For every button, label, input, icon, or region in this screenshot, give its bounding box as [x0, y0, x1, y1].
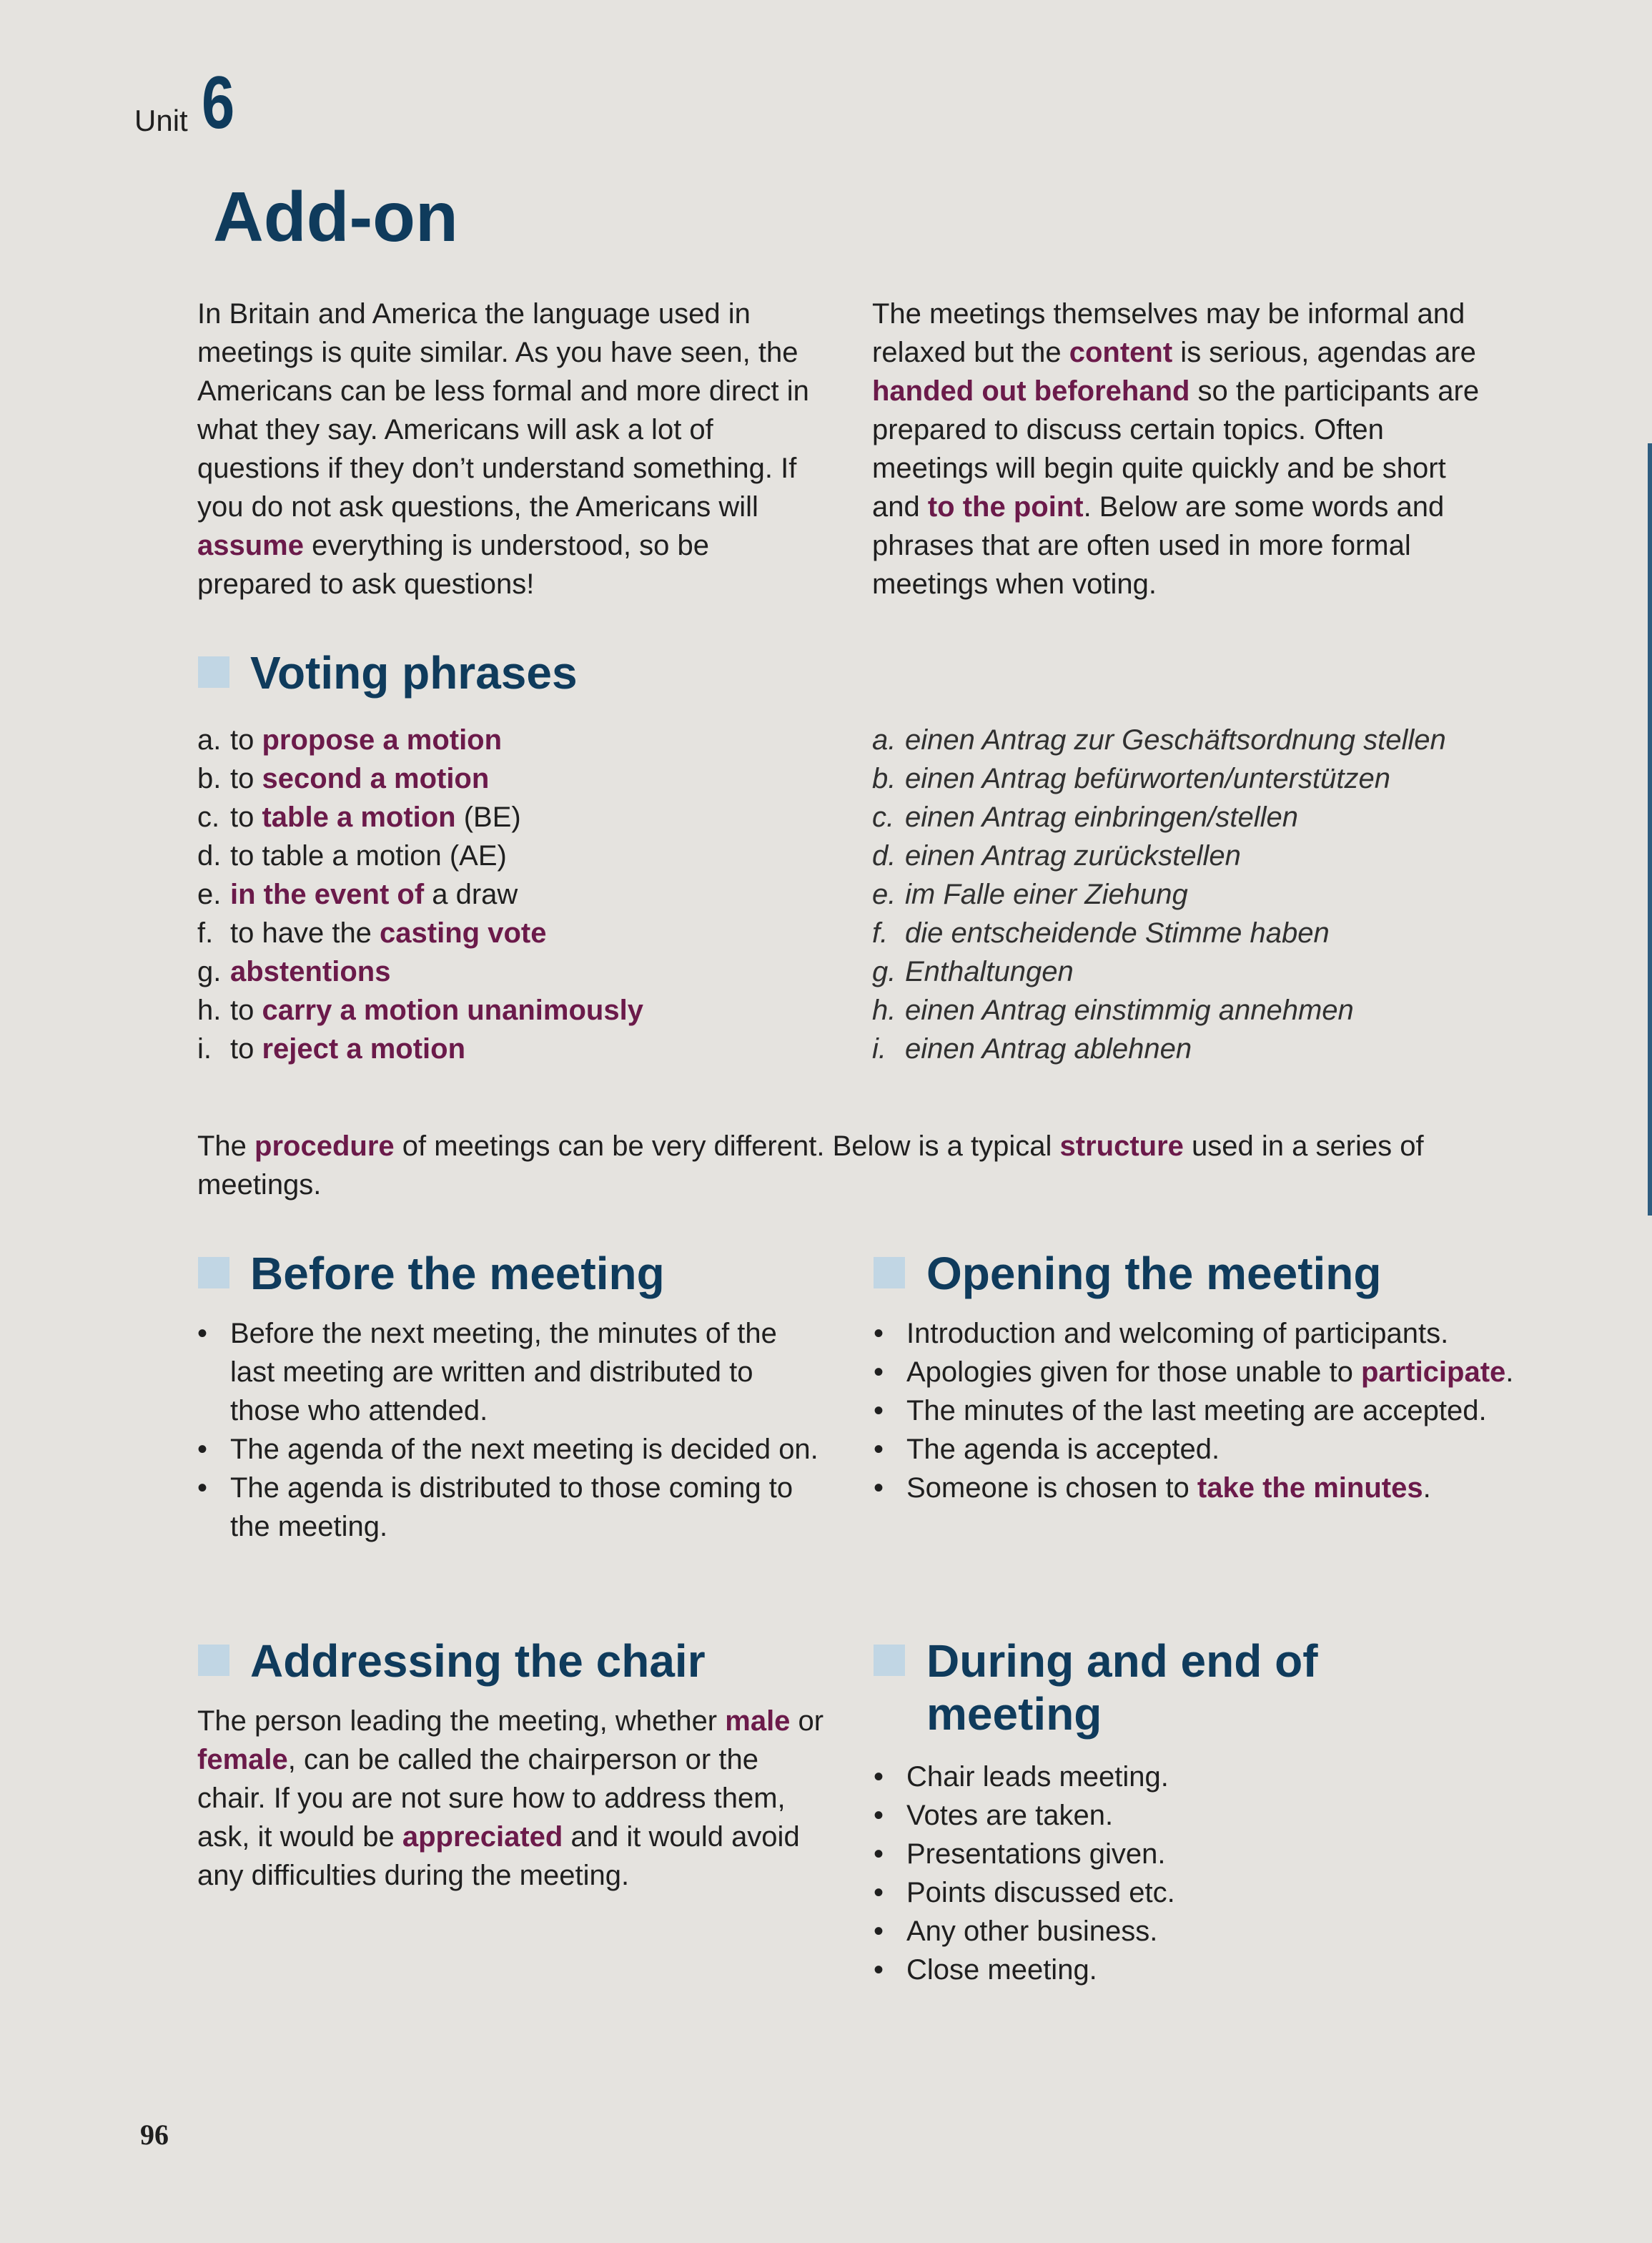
- highlighted-term: reject a motion: [262, 1033, 465, 1065]
- bullet-item: [874, 1469, 1517, 1507]
- list-text: [905, 1030, 1192, 1068]
- text-run: im Falle einer Ziehung: [905, 879, 1188, 910]
- highlighted-term: structure: [1059, 1130, 1184, 1162]
- list-item: [197, 837, 841, 875]
- text-run: is serious, agendas are: [1172, 337, 1476, 368]
- highlighted-term: handed out beforehand: [872, 375, 1190, 407]
- addressing-heading: Addressing the chair: [250, 1635, 706, 1687]
- list-letter: h.: [197, 995, 222, 1026]
- list-letter: d.: [872, 840, 896, 872]
- list-item: [197, 952, 841, 991]
- list-letter: g.: [197, 956, 222, 987]
- list-letter: e.: [197, 879, 222, 910]
- text-run: The agenda is distributed to those coming to the meeting.: [230, 1472, 793, 1542]
- voting-heading: Voting phrases: [250, 647, 578, 699]
- text-run: einen Antrag zurückstellen: [905, 840, 1241, 872]
- highlighted-term: female: [197, 1744, 288, 1775]
- during-heading: During and end of meeting: [926, 1635, 1318, 1740]
- bullet-item: [874, 1391, 1517, 1430]
- text-run: In Britain and America the language used in meetings is quite similar. As you have seen, the Americans can be less formal and more direct in what they say. Americans will ask a lot of questions if they don’t understand something. If you do not ask questions, the Americans will: [197, 298, 809, 523]
- list-text: [230, 952, 390, 991]
- intro-left-paragraph: [197, 295, 826, 603]
- text-run: Someone is chosen to: [906, 1472, 1197, 1504]
- highlighted-term: abstentions: [230, 956, 391, 987]
- bullet-item: [874, 1912, 1503, 1951]
- highlighted-term: content: [1069, 337, 1173, 368]
- bullet-item: [874, 1796, 1503, 1835]
- highlighted-term: casting vote: [380, 917, 547, 949]
- text-run: Introduction and welcoming of participants.: [906, 1318, 1449, 1349]
- text-run: The meetings themselves may be informal and relaxed but the: [872, 298, 1465, 368]
- square-bullet-icon: [874, 1257, 905, 1288]
- highlighted-term: in the event of: [230, 879, 425, 910]
- text-run: to: [230, 995, 262, 1026]
- list-text: [905, 759, 1390, 798]
- list-text: [905, 952, 1074, 991]
- square-bullet-icon: [198, 656, 229, 688]
- bullet-item: [197, 1469, 826, 1546]
- text-run: Any other business.: [906, 1916, 1158, 1947]
- text-run: or: [790, 1705, 824, 1737]
- bullet-item: [874, 1873, 1503, 1912]
- highlighted-term: table a motion: [262, 802, 456, 833]
- list-item: [872, 721, 1558, 759]
- list-text: [230, 914, 546, 952]
- list-item: [197, 759, 841, 798]
- list-item: [872, 914, 1558, 952]
- text-run: a draw: [424, 879, 518, 910]
- list-text: [905, 914, 1330, 952]
- text-run: everything is understood, so be prepared to ask questions!: [197, 530, 709, 600]
- before-list: [197, 1314, 826, 1546]
- list-item: [872, 759, 1558, 798]
- opening-list: [874, 1314, 1517, 1507]
- text-run: . Below are some words and phrases that are often used in more formal meetings when voting.: [872, 491, 1445, 600]
- list-item: [872, 875, 1558, 914]
- list-text: [905, 875, 1188, 914]
- text-run: (BE): [455, 802, 521, 833]
- text-run: einen Antrag einbringen/stellen: [905, 802, 1299, 833]
- highlighted-term: appreciated: [402, 1821, 563, 1853]
- bullet-item: [874, 1314, 1517, 1353]
- intro-right-paragraph: [872, 295, 1501, 603]
- bullet-item: [874, 1430, 1517, 1469]
- list-text: [230, 759, 489, 798]
- square-bullet-icon: [874, 1645, 905, 1676]
- text-run: einen Antrag einstimmig annehmen: [905, 995, 1354, 1026]
- list-letter: i.: [197, 1033, 212, 1065]
- list-text: [905, 798, 1298, 837]
- list-item: [197, 875, 841, 914]
- voting-german-list: [872, 721, 1558, 1068]
- bullet-item: [874, 1951, 1503, 1989]
- procedure-paragraph: [197, 1127, 1498, 1204]
- list-item: [197, 991, 841, 1030]
- list-item: [197, 1030, 841, 1068]
- list-letter: a.: [197, 724, 222, 756]
- text-run: to: [230, 802, 262, 833]
- text-run: Chair leads meeting.: [906, 1761, 1169, 1793]
- text-run: The: [197, 1130, 255, 1162]
- text-run: , can be called the chairperson or the chair. If you are not sure how to address them, ask, it would be: [197, 1744, 786, 1853]
- text-run: Enthaltungen: [905, 956, 1074, 987]
- text-run: The agenda is accepted.: [906, 1434, 1220, 1465]
- list-text: [230, 721, 502, 759]
- highlighted-term: propose a motion: [262, 724, 503, 756]
- highlighted-term: take the minutes: [1197, 1472, 1423, 1504]
- bullet-item: [874, 1835, 1503, 1873]
- text-run: Apologies given for those unable to: [906, 1356, 1361, 1388]
- page-title: Add-on: [213, 177, 458, 256]
- highlighted-term: assume: [197, 530, 304, 561]
- list-letter: e.: [872, 879, 896, 910]
- list-letter: b.: [197, 763, 222, 794]
- list-item: [872, 1030, 1558, 1068]
- text-run: to: [230, 763, 262, 794]
- text-run: to have the: [230, 917, 380, 949]
- text-run: Before the next meeting, the minutes of the last meeting are written and distributed to those who attended.: [230, 1318, 777, 1426]
- text-run: .: [1505, 1356, 1514, 1388]
- unit-label: Unit: [134, 104, 188, 137]
- highlighted-term: procedure: [254, 1130, 395, 1162]
- text-run: Presentations given.: [906, 1838, 1166, 1870]
- page-number: 96: [140, 2119, 169, 2151]
- list-letter: h.: [872, 995, 896, 1026]
- list-text: [230, 875, 518, 914]
- highlighted-term: male: [725, 1705, 791, 1737]
- list-text: [230, 837, 507, 875]
- text-run: einen Antrag befürworten/unterstützen: [905, 763, 1390, 794]
- edge-tab-marker: [1648, 443, 1652, 1216]
- opening-heading: Opening the meeting: [926, 1248, 1382, 1299]
- text-run: to: [230, 724, 262, 756]
- list-letter: a.: [872, 724, 896, 756]
- text-run: einen Antrag ablehnen: [905, 1033, 1192, 1065]
- text-run: die entscheidende Stimme haben: [905, 917, 1330, 949]
- unit-number: 6: [202, 61, 235, 144]
- highlighted-term: to the point: [927, 491, 1084, 523]
- text-run: The minutes of the last meeting are accepted.: [906, 1395, 1487, 1426]
- list-letter: c.: [197, 802, 220, 833]
- list-item: [197, 798, 841, 837]
- list-letter: i.: [872, 1033, 886, 1065]
- list-text: [905, 721, 1446, 759]
- list-text: [230, 1030, 465, 1068]
- bullet-item: [197, 1430, 826, 1469]
- text-run: Points discussed etc.: [906, 1877, 1175, 1908]
- text-run: used in a series of meetings.: [197, 1130, 1424, 1201]
- list-letter: g.: [872, 956, 896, 987]
- highlighted-term: participate: [1361, 1356, 1506, 1388]
- list-item: [872, 837, 1558, 875]
- highlighted-term: second a motion: [262, 763, 490, 794]
- addressing-paragraph: [197, 1702, 826, 1895]
- list-letter: d.: [197, 840, 222, 872]
- text-run: The person leading the meeting, whether: [197, 1705, 726, 1737]
- list-item: [197, 721, 841, 759]
- list-text: [905, 991, 1354, 1030]
- text-run: The agenda of the next meeting is decided on.: [230, 1434, 818, 1465]
- text-run: Close meeting.: [906, 1954, 1097, 1986]
- text-run: so the participants are prepared to discuss certain topics. Often meetings will begin quite quickly and be short and: [872, 375, 1480, 523]
- before-heading: Before the meeting: [250, 1248, 665, 1299]
- list-item: [872, 798, 1558, 837]
- list-text: [230, 798, 521, 837]
- highlighted-term: carry a motion unanimously: [262, 995, 643, 1026]
- list-text: [230, 991, 643, 1030]
- voting-english-list: [197, 721, 841, 1068]
- bullet-item: [874, 1758, 1503, 1796]
- list-letter: f.: [197, 917, 214, 949]
- list-text: [905, 837, 1241, 875]
- text-run: to table a motion (AE): [230, 840, 507, 872]
- square-bullet-icon: [198, 1645, 229, 1676]
- list-item: [197, 914, 841, 952]
- text-run: and it would avoid any difficulties during the meeting.: [197, 1821, 800, 1891]
- list-item: [872, 952, 1558, 991]
- list-letter: c.: [872, 802, 895, 833]
- bullet-item: [874, 1353, 1517, 1391]
- text-run: Votes are taken.: [906, 1800, 1114, 1831]
- during-list: [874, 1758, 1503, 1989]
- text-run: to: [230, 1033, 262, 1065]
- square-bullet-icon: [198, 1257, 229, 1288]
- text-run: einen Antrag zur Geschäftsordnung stellen: [905, 724, 1446, 756]
- list-letter: f.: [872, 917, 889, 949]
- list-item: [872, 991, 1558, 1030]
- text-run: of meetings can be very different. Below is a typical: [394, 1130, 1060, 1162]
- text-run: .: [1423, 1472, 1431, 1504]
- bullet-item: [197, 1314, 826, 1430]
- list-letter: b.: [872, 763, 896, 794]
